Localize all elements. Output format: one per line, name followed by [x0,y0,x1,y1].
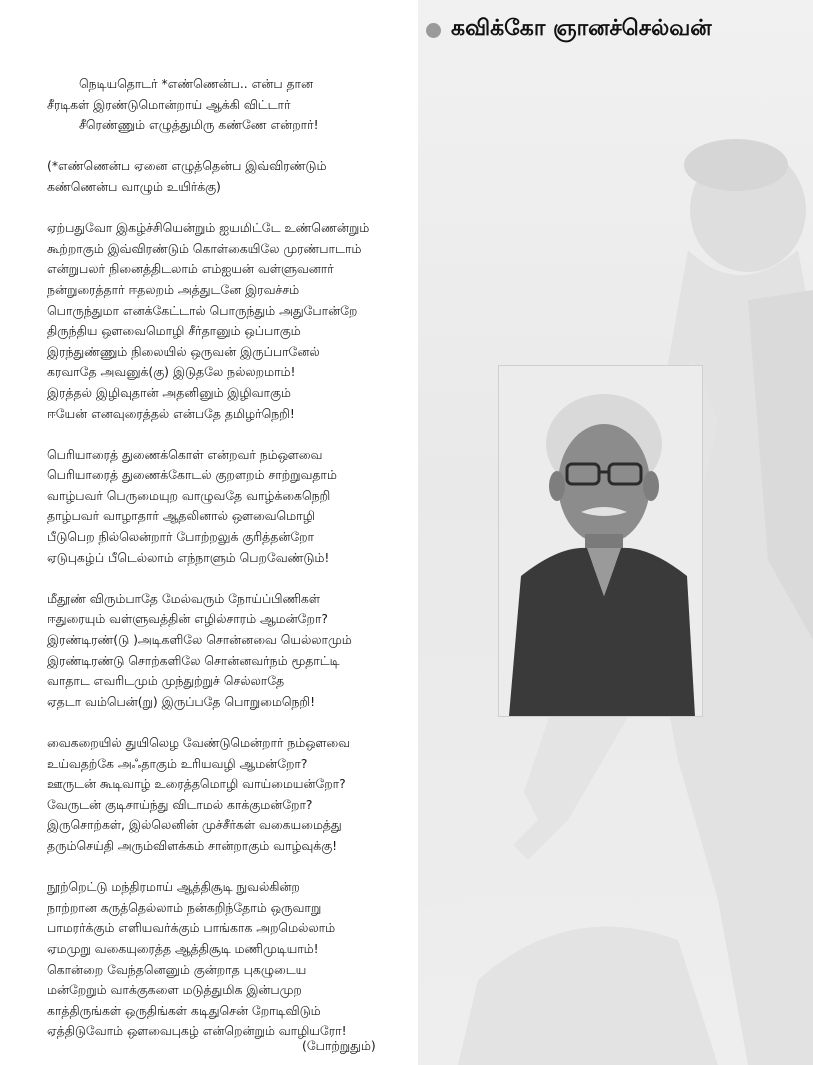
poem-line: சீரெண்ணும் எழுத்துமிரு கண்ணே என்றார்! [79,117,319,133]
poem-line: ஏமமுறு வகையுரைத்த ஆத்திசூடி மணிமுடியாம்! [47,940,319,956]
poem-line: காத்திருங்கள் ஒருதிங்கள் கடிதுசென் றோடிவிடும் [47,1002,321,1018]
poem-line: பாமரர்க்கும் எளியவர்க்கும் பாங்காக அறமெல்லாம் [47,920,336,936]
bullet-dot-icon [426,23,441,38]
poem-line: ஊருடன் கூடிவாழ் உரைத்தமொழி வாய்மையன்றோ? [47,776,346,792]
poem-line: இரத்தல் இழிவுதான் அதனினும் இழிவாகும் [47,384,291,400]
poem-line: பெரியாரைத் துணைக்கொள் என்றவர் நம்ஔவை [47,446,323,462]
poem-line: மீதூண் விரும்பாதே மேல்வரும் நோய்ப்பிணிகள் [47,590,321,606]
poem-line: பீடுபெற நில்லென்றார் போற்றலுக் குரித்தன்றோ [47,529,315,545]
poem-line: வைகறையில் துயிலெழ வேண்டுமென்றார் நம்ஔவை [47,735,350,750]
poem-line: இரண்டிரண்(டு )அடிகளிலே சொன்னவை யெல்லாமும் [47,632,352,648]
poem-line: தரும்செய்தி அரும்விளக்கம் சான்றாகும் வாழ்வுக்கு! [47,837,338,853]
poem-line: கொன்றை வேந்தனெனும் குன்றாத புகழுடைய [47,961,307,977]
poem-line: ஈயேன் எனவுரைத்தல் என்பதே தமிழர்நெறி! [47,405,295,421]
poem-line: வேருடன் குடிசாய்ந்து விடாமல் காக்குமன்றோ? [47,796,313,812]
poem-line: கரவாதே அவனுக்(கு) இடுதலே நல்லறமாம்! [47,364,296,380]
poem-line: கண்ணென்ப வாழும் உயிர்க்கு) [47,178,221,194]
poem-line: நூற்றெட்டு மந்திரமாய் ஆத்திசூடி நுவல்கின்ற [47,879,300,895]
poem-line: இரண்டிரண்டு சொற்களிலே சொன்னவர்நம் மூதாட்டி [47,652,340,668]
author-name: கவிக்கோ ஞானச்செல்வன் [451,16,712,41]
author-header [426,14,712,46]
poem-line: வாதாட எவரிடமும் முந்துற்றுச் செல்லாதே [47,673,285,689]
poem-line: இரந்துண்ணும் நிலையில் ஒருவன் இருப்பானேல் [47,343,320,359]
poem-line: ஈதுரையும் வள்ளுவத்தின் எழில்சாரம் ஆமன்றோ? [47,611,328,627]
poem-line: திருந்திய ஔவைமொழி சீர்தானும் ஒப்பாகும் [47,323,301,339]
poem-line: ஏடுபுகழ்ப் பீடெல்லாம் எந்நாளும் பெறவேண்டும்! [47,549,330,565]
poem-line: வாழ்பவர் பெருமையுற வாழுவதே வாழ்க்கைநெறி [47,487,331,503]
poem-line: கூற்றாகும் இவ்விரண்டும் கொள்கையிலே முரண்பாடாம் [47,240,362,256]
poem-line: உய்வதற்கே அஃதாகும் உரியவழி ஆமன்றோ? [47,755,308,771]
poem-line: தாழ்பவர் வாழாதார் ஆதலினால் ஔவைமொழி [47,508,315,524]
poem-line: நன்றுரைத்தார் ஈதலறம் அத்துடனே இரவச்சம் [47,281,300,297]
poem-body [47,74,417,1042]
poem-line: நெடியதொடர் *எண்ணென்ப.. என்ப தான [79,76,314,91]
poem-line: என்றுபலர் நினைத்திடலாம் எம்ஐயன் வள்ளுவனார் [47,261,334,277]
signoff: (போற்றுதும்) [302,1038,376,1053]
poem-line: சீரடிகள் இரண்டுமொன்றாய் ஆக்கி விட்டார் [47,96,291,112]
author-photo [498,365,703,717]
poem-line: (*எண்ணென்ப ஏனை எழுத்தென்ப இவ்விரண்டும் [47,158,327,174]
poem-line: பொருந்துமா எனக்கேட்டால் பொருந்தும் அதுபோன்றே [47,302,358,318]
poem-line: இருசொற்கள், இல்லெனின் முச்சீர்கள் வகையமைத்து [47,817,342,833]
poem-line: நாற்றான கருத்தெல்லாம் நன்கறிந்தோம் ஒருவாறு [47,899,322,915]
author-portrait-illustration [499,366,702,716]
poem-line: ஏதடா வம்பென்(று) இருப்பதே பொறுமைநெறி! [47,693,316,709]
poem-line: பெரியாரைத் துணைக்கோடல் குறளறம் சாற்றுவதாம் [47,467,337,483]
poem-line: ஏத்திடுவோம் ஔவைபுகழ் என்றென்றும் வாழியரோ! [47,1023,347,1039]
poem-line: ஏற்பதுவோ இகழ்ச்சியென்றும் ஐயமிட்டே உண்ணென்றும் [47,220,370,236]
poem-line: மன்றேறும் வாக்குகளை மடுத்துமிக இன்பமுற [47,982,302,998]
